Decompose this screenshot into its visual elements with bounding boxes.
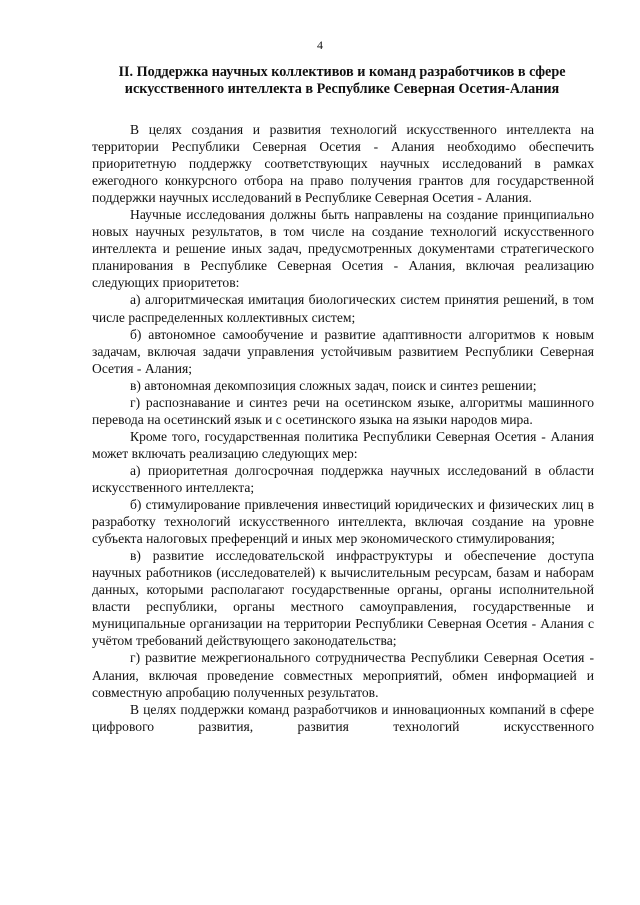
list-item: г) распознавание и синтез речи на осетинском языке, алгоритмы машинного перевода на осетинский язык и с осетинского языка на языки народов мира. xyxy=(92,394,594,427)
list-item: в) развитие исследовательской инфраструктуры и обеспечение доступа научных работников (исследователей) к вычислительным ресурсам, базам и наборам данных, которыми располагают государственные органы, органы исполнительной власти республики, органы местного самоуправления, государственные и муниципальные организации на территории Республики Северная Осетия - Алания с учётом требований действующего законодательства; xyxy=(92,548,594,649)
paragraph: В целях создания и развития технологий искусственного интеллекта на территории Республики Северная Осетия - Алания необходимо обеспечить приоритетную поддержку соответствующих научных исследований в рамках ежегодного конкурсного отбора на право получения грантов для государственной поддержки научных исследований в Республике Северная Осетия - Алания. xyxy=(92,122,594,206)
list-item: б) стимулирование привлечения инвестиций юридических и физических лиц в разработку технологий искусственного интеллекта, включая создание на уровне субъекта налоговых преференций и иных мер экономического стимулирования; xyxy=(92,497,594,547)
list-item: б) автономное самообучение и развитие адаптивности алгоритмов к новым задачам, включая задачи управления устойчивым развитием Республики Северная Осетия - Алания; xyxy=(92,326,594,376)
paragraph: В целях поддержки команд разработчиков и инновационных компаний в сфере цифрового развития, развития технологий искусственного xyxy=(92,701,594,734)
list-item: г) развитие межрегионального сотрудничества Республики Северная Осетия - Алания, включая проведение совместных мероприятий, обмен информацией и совместную апробацию полученных результатов. xyxy=(92,650,594,700)
page-number: 4 xyxy=(317,38,323,52)
list-item: в) автономная декомпозиция сложных задач, поиск и синтез решении; xyxy=(130,377,537,393)
paragraph: Научные исследования должны быть направлены на создание принципиально новых научных результатов, в том числе на создание технологий искусственного интеллекта и решение иных задач, предусмотренных документами стратегического планирования в Республике Северная Осетия - Алания, включая реализацию следующих приоритетов: xyxy=(92,207,594,291)
list-item: а) алгоритмическая имитация биологических систем принятия решений, в том числе распределенных коллективных систем; xyxy=(92,292,594,325)
paragraph: Кроме того, государственная политика Республики Северная Осетия - Алания может включать реализацию следующих мер: xyxy=(92,428,594,461)
section-heading: II. Поддержка научных коллективов и команд разработчиков в сфере искусственного интеллекта в Республике Северная Осетия-Алания xyxy=(118,64,566,97)
list-item: а) приоритетная долгосрочная поддержка научных исследований в области искусственного интеллекта; xyxy=(92,462,594,495)
body-text xyxy=(92,121,594,735)
